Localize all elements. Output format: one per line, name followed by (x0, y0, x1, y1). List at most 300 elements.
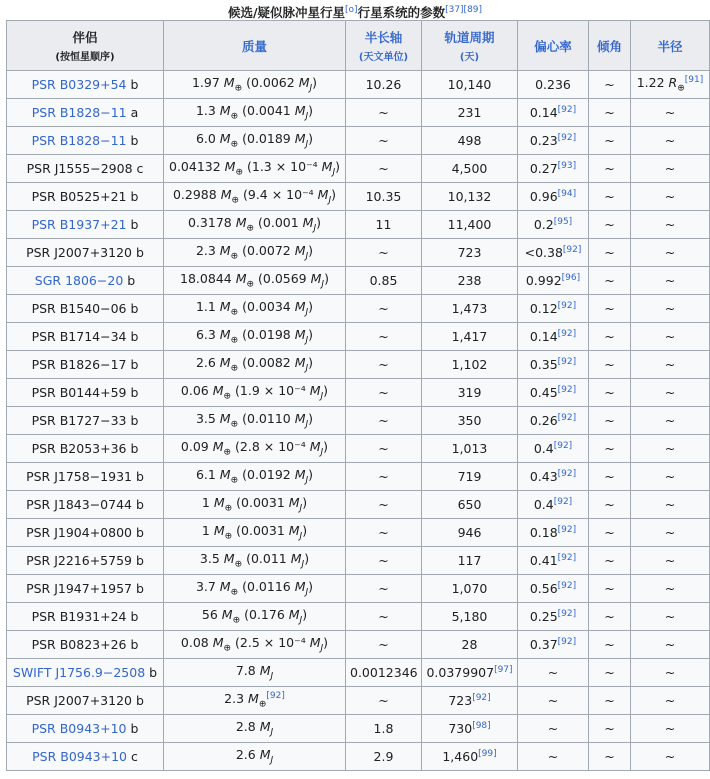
radius-value: ~ (664, 637, 676, 652)
radius-value: ~ (664, 161, 676, 176)
citation-ref[interactable]: [92] (557, 580, 577, 591)
period-value: 0.0379907 (426, 665, 495, 681)
citation-ref[interactable]: [92] (557, 412, 577, 423)
radius-value: ~ (664, 301, 676, 316)
planet-letter: b (126, 385, 139, 400)
pulsar-name: PSR B1826−17 (31, 357, 127, 372)
cell-radius (631, 603, 710, 631)
mass-value: 3.7 $M_\oplus$ (0.0116 $M_J$) (195, 579, 314, 598)
cell-mass (164, 155, 346, 183)
header-companion[interactable]: 伴侣 (按恒星顺序) (7, 21, 164, 71)
cell-mass (164, 211, 346, 239)
cell-companion (7, 631, 164, 659)
pulsar-name: PSR B1714−34 (31, 329, 127, 344)
cell-mass (164, 603, 346, 631)
cell-companion (7, 323, 164, 351)
cell-mass (164, 407, 346, 435)
radius-value: ~ (664, 105, 676, 120)
cell-radius (631, 519, 710, 547)
cell-companion (7, 351, 164, 379)
header-row (7, 21, 710, 71)
citation-ref[interactable]: [92] (557, 104, 577, 115)
header-semimajor[interactable]: 半长轴 (天文单位) (346, 21, 422, 71)
cell-eccentricity (518, 99, 589, 127)
pulsar-name: PSR J2216+5759 (26, 553, 132, 568)
cell-radius (631, 379, 710, 407)
cell-period (422, 603, 518, 631)
cell-inclination: ~ (589, 267, 631, 295)
citation-ref[interactable]: [92] (557, 468, 577, 479)
cell-inclination: ~ (589, 379, 631, 407)
cell-inclination: ~ (589, 631, 631, 659)
ecc-value: 0.37 (529, 637, 558, 653)
mass-value: 2.6 $M_\oplus$ (0.0082 $M_J$) (195, 355, 314, 374)
radius-value: ~ (664, 245, 676, 260)
cell-radius (631, 323, 710, 351)
radius-value: 1.22 $R_\oplus$ (636, 75, 685, 94)
cell-period (422, 379, 518, 407)
cell-mass (164, 631, 346, 659)
cell-companion (7, 407, 164, 435)
ecc-value: ~ (547, 665, 559, 680)
cell-period (422, 575, 518, 603)
ecc-value: 0.18 (529, 525, 558, 541)
period-value: 723 (448, 693, 473, 709)
table-row (7, 435, 710, 463)
pulsar-name: PSR B1727−33 (31, 413, 127, 428)
cell-eccentricity (518, 715, 589, 743)
cell-eccentricity (518, 519, 589, 547)
ecc-value: 0.4 (533, 497, 554, 513)
planet-letter: b (132, 469, 144, 484)
planet-letter: b (126, 189, 139, 204)
cell-inclination: ~ (589, 547, 631, 575)
planet-letter: b (126, 721, 139, 736)
cell-mass (164, 99, 346, 127)
planet-letter: c (127, 749, 138, 764)
cell-companion (7, 519, 164, 547)
cell-mass (164, 351, 346, 379)
period-value: 10,140 (447, 77, 492, 92)
cell-eccentricity (518, 687, 589, 715)
cell-companion (7, 183, 164, 211)
period-value: 650 (457, 497, 482, 512)
pulsar-name: PSR J1758−1931 (26, 469, 132, 484)
citation-ref[interactable]: [93] (557, 160, 577, 171)
cell-eccentricity (518, 547, 589, 575)
cell-inclination: ~ (589, 295, 631, 323)
ecc-value: 0.56 (529, 581, 558, 597)
cell-period (422, 71, 518, 99)
pulsar-link[interactable]: SWIFT J1756.9−2508 (12, 665, 146, 680)
mass-value: 0.2988 $M_\oplus$ (9.4 × 10⁻⁴ $M_J$) (172, 187, 337, 206)
period-value: 231 (457, 105, 482, 120)
period-value: 1,013 (451, 441, 488, 456)
cell-companion (7, 379, 164, 407)
radius-value: ~ (664, 217, 676, 232)
cell-inclination: ~ (589, 211, 631, 239)
cell-semimajor: ~ (346, 295, 422, 323)
cell-semimajor: ~ (346, 491, 422, 519)
citation-ref[interactable]: [95] (553, 216, 573, 227)
pulsar-name: PSR B2053+36 (31, 441, 127, 456)
pulsar-name: PSR B1540−06 (31, 301, 127, 316)
mass-value: 6.0 $M_\oplus$ (0.0189 $M_J$) (195, 131, 314, 150)
cell-companion (7, 99, 164, 127)
cell-semimajor: 11 (346, 211, 422, 239)
cell-inclination: ~ (589, 183, 631, 211)
period-value: 238 (457, 273, 482, 288)
cell-radius (631, 407, 710, 435)
period-value: 730 (448, 721, 473, 737)
cell-mass (164, 715, 346, 743)
radius-value: ~ (664, 553, 676, 568)
table-row (7, 71, 710, 99)
citation-ref[interactable]: [91] (684, 75, 704, 86)
mass-value: 0.04132 $M_\oplus$ (1.3 × 10⁻⁴ $M_J$) (169, 159, 340, 178)
pulsar-link[interactable]: PSR B0943+10 (31, 721, 127, 736)
header-inclination[interactable]: 倾角 (589, 21, 631, 71)
cell-period (422, 463, 518, 491)
cell-semimajor: ~ (346, 603, 422, 631)
citation-ref[interactable]: [92] (557, 608, 577, 619)
citation-ref[interactable]: [97] (494, 664, 513, 675)
cell-mass (164, 295, 346, 323)
cell-inclination: ~ (589, 519, 631, 547)
mass-value: 1.3 $M_\oplus$ (0.0041 $M_J$) (195, 103, 314, 122)
citation-ref[interactable]: [92] (557, 132, 577, 143)
table-row (7, 211, 710, 239)
cell-eccentricity (518, 183, 589, 211)
period-value: 1,070 (451, 581, 488, 596)
table-row (7, 183, 710, 211)
cell-mass (164, 267, 346, 295)
cell-semimajor: ~ (346, 575, 422, 603)
pulsar-name: PSR J1947+1957 (26, 581, 132, 596)
period-value: 1,417 (451, 329, 488, 344)
citation-ref[interactable]: [99] (478, 748, 497, 759)
radius-value: ~ (664, 385, 676, 400)
header-period[interactable]: 轨道周期 (天) (422, 21, 518, 71)
planet-letter: c (132, 161, 144, 176)
cell-mass (164, 743, 346, 771)
table-row (7, 491, 710, 519)
period-value: 498 (457, 133, 482, 148)
cell-semimajor: ~ (346, 239, 422, 267)
mass-value: 3.5 $M_\oplus$ (0.011 $M_J$) (199, 551, 310, 570)
cell-radius (631, 99, 710, 127)
pulsar-name: PSR B0144+59 (31, 385, 127, 400)
cell-semimajor: ~ (346, 463, 422, 491)
citation-ref[interactable]: [92] (557, 552, 577, 563)
cell-inclination: ~ (589, 491, 631, 519)
cell-semimajor: ~ (346, 687, 422, 715)
citation-ref[interactable]: [96] (561, 272, 581, 283)
radius-value: ~ (664, 357, 676, 372)
cell-period (422, 435, 518, 463)
cell-inclination: ~ (589, 659, 631, 687)
radius-value: ~ (664, 413, 676, 428)
cell-mass (164, 435, 346, 463)
planet-letter: b (126, 301, 139, 316)
table-row (7, 575, 710, 603)
cell-eccentricity (518, 127, 589, 155)
mass-value: 0.09 $M_\oplus$ (2.8 × 10⁻⁴ $M_J$) (180, 439, 329, 458)
cell-radius (631, 267, 710, 295)
cell-radius (631, 463, 710, 491)
citation-ref[interactable]: [92] (266, 691, 285, 702)
planet-letter: b (126, 609, 139, 624)
cell-companion (7, 155, 164, 183)
cell-eccentricity (518, 295, 589, 323)
citation-ref[interactable]: [98] (472, 720, 491, 731)
table-row (7, 127, 710, 155)
ecc-value: 0.96 (529, 189, 558, 205)
ecc-value: ~ (547, 749, 559, 764)
pulsar-name: PSR J2007+3120 (26, 693, 132, 708)
cell-radius (631, 743, 710, 771)
table-row (7, 323, 710, 351)
radius-value: ~ (664, 721, 676, 736)
mass-value: 6.3 $M_\oplus$ (0.0198 $M_J$) (195, 327, 314, 346)
radius-value: ~ (664, 693, 676, 708)
cell-radius (631, 659, 710, 687)
header-eccentricity[interactable]: 偏心率 (518, 21, 589, 71)
cell-semimajor: ~ (346, 407, 422, 435)
mass-value: 56 $M_\oplus$ (0.176 $M_J$) (201, 607, 308, 626)
mass-value: 2.6 $M_J$ (235, 747, 274, 766)
mass-value: 18.0844 $M_\oplus$ (0.0569 $M_J$) (180, 271, 329, 290)
pulsar-name: PSR J2007+3120 (26, 245, 132, 260)
pulsar-link[interactable]: PSR B1828−11 (31, 105, 127, 120)
table-row (7, 519, 710, 547)
cell-inclination: ~ (589, 687, 631, 715)
cell-period (422, 323, 518, 351)
table-row (7, 155, 710, 183)
cell-inclination: ~ (589, 127, 631, 155)
ecc-value: 0.27 (529, 161, 558, 177)
mass-value: 3.5 $M_\oplus$ (0.0110 $M_J$) (195, 411, 314, 430)
ecc-value: ~ (547, 693, 559, 708)
radius-value: ~ (664, 441, 676, 456)
cell-period (422, 267, 518, 295)
cell-inclination: ~ (589, 463, 631, 491)
cell-inclination: ~ (589, 407, 631, 435)
planet-letter: b (126, 217, 139, 232)
citation-ref[interactable]: [92] (562, 244, 582, 255)
pulsar-link[interactable]: PSR B1828−11 (31, 133, 127, 148)
table-row (7, 379, 710, 407)
cell-companion (7, 547, 164, 575)
ecc-value: 0.4 (533, 441, 554, 457)
ecc-value: 0.2 (533, 217, 554, 233)
cell-eccentricity (518, 323, 589, 351)
cell-inclination: ~ (589, 351, 631, 379)
cell-semimajor: ~ (346, 127, 422, 155)
radius-value: ~ (664, 469, 676, 484)
header-radius[interactable]: 半径 (631, 21, 710, 71)
table-row (7, 743, 710, 771)
period-value: 5,180 (451, 609, 488, 624)
cell-period (422, 127, 518, 155)
cell-period (422, 295, 518, 323)
cell-inclination: ~ (589, 99, 631, 127)
table-row (7, 295, 710, 323)
cell-inclination: ~ (589, 71, 631, 99)
cell-inclination: ~ (589, 239, 631, 267)
table-row (7, 267, 710, 295)
ecc-value: 0.14 (529, 329, 558, 345)
cell-companion (7, 575, 164, 603)
citation-ref[interactable]: [92] (557, 328, 577, 339)
cell-semimajor: ~ (346, 435, 422, 463)
cell-semimajor: ~ (346, 379, 422, 407)
cell-radius (631, 687, 710, 715)
cell-semimajor: ~ (346, 631, 422, 659)
table-row (7, 715, 710, 743)
table-body (7, 71, 710, 771)
ecc-value: 0.41 (529, 553, 558, 569)
cell-inclination: ~ (589, 743, 631, 771)
cell-period (422, 183, 518, 211)
citation-ref[interactable]: [92] (557, 356, 577, 367)
citation-ref[interactable]: [92] (472, 692, 491, 703)
planet-letter: b (126, 357, 139, 372)
cell-radius (631, 71, 710, 99)
cell-mass (164, 491, 346, 519)
cell-companion (7, 127, 164, 155)
radius-value: ~ (664, 133, 676, 148)
period-value: 1,473 (451, 301, 488, 316)
period-value: 10,132 (447, 189, 492, 204)
cell-companion (7, 211, 164, 239)
ecc-value: <0.38 (524, 245, 563, 261)
cell-radius (631, 547, 710, 575)
pulsar-link[interactable]: PSR B0329+54 (31, 77, 127, 92)
pulsar-planet-table (6, 20, 710, 771)
planet-letter: b (132, 525, 144, 540)
citation-ref[interactable]: [92] (553, 496, 573, 507)
cell-inclination: ~ (589, 603, 631, 631)
citation-ref[interactable]: [92] (557, 300, 577, 311)
cell-inclination: ~ (589, 715, 631, 743)
cell-semimajor: 10.26 (346, 71, 422, 99)
cell-mass (164, 239, 346, 267)
table-row (7, 659, 710, 687)
ecc-value: 0.26 (529, 413, 558, 429)
radius-value: ~ (664, 329, 676, 344)
mass-value: 2.3 $M_\oplus$ (0.0072 $M_J$) (195, 243, 314, 262)
cell-mass (164, 379, 346, 407)
cell-period (422, 547, 518, 575)
caption-note-ref[interactable]: [o] (345, 5, 358, 15)
pulsar-name: PSR B0525+21 (31, 189, 127, 204)
pulsar-link[interactable]: PSR B1937+21 (31, 217, 127, 232)
cell-eccentricity (518, 71, 589, 99)
cell-period (422, 407, 518, 435)
cell-period (422, 743, 518, 771)
pulsar-name: PSR J1904+0800 (26, 525, 132, 540)
cell-radius (631, 211, 710, 239)
cell-companion (7, 71, 164, 99)
cell-mass (164, 71, 346, 99)
citation-ref[interactable]: [92] (557, 636, 577, 647)
table-row (7, 239, 710, 267)
cell-period (422, 519, 518, 547)
period-value: 723 (457, 245, 482, 260)
cell-companion (7, 239, 164, 267)
cell-period (422, 491, 518, 519)
cell-mass (164, 463, 346, 491)
cell-eccentricity (518, 211, 589, 239)
mass-value: 7.8 $M_J$ (235, 663, 274, 682)
period-value: 28 (461, 637, 478, 652)
planet-letter: b (126, 413, 139, 428)
radius-value: ~ (664, 665, 676, 680)
pulsar-link[interactable]: PSR B0943+10 (32, 749, 128, 764)
table-row (7, 603, 710, 631)
ecc-value: 0.236 (535, 77, 571, 92)
table-row (7, 687, 710, 715)
period-value: 1,102 (451, 357, 488, 372)
citation-ref[interactable]: [92] (557, 384, 577, 395)
cell-radius (631, 435, 710, 463)
cell-radius (631, 715, 710, 743)
cell-eccentricity (518, 267, 589, 295)
mass-value: 2.3 $M_\oplus$ (224, 691, 267, 710)
cell-companion (7, 435, 164, 463)
mass-value: 6.1 $M_\oplus$ (0.0192 $M_J$) (195, 467, 314, 486)
cell-inclination: ~ (589, 435, 631, 463)
cell-radius (631, 239, 710, 267)
cell-companion (7, 267, 164, 295)
cell-radius (631, 127, 710, 155)
cell-semimajor: 0.0012346 (346, 659, 422, 687)
cell-eccentricity (518, 743, 589, 771)
cell-eccentricity (518, 631, 589, 659)
cell-mass (164, 575, 346, 603)
cell-mass (164, 323, 346, 351)
pulsar-link[interactable]: SGR 1806−20 (34, 273, 124, 288)
period-value: 117 (457, 553, 482, 568)
cell-period (422, 631, 518, 659)
radius-value: ~ (664, 581, 676, 596)
cell-inclination: ~ (589, 155, 631, 183)
planet-letter: b (126, 133, 139, 148)
citation-ref[interactable]: [92] (557, 524, 577, 535)
table-row (7, 631, 710, 659)
cell-eccentricity (518, 435, 589, 463)
ecc-value: 0.14 (529, 105, 558, 121)
mass-value: 1.97 $M_\oplus$ (0.0062 $M_J$) (191, 75, 318, 94)
planet-letter: b (132, 693, 144, 708)
table-caption (0, 0, 710, 20)
cell-period (422, 351, 518, 379)
caption-refs[interactable]: [37][89] (445, 5, 483, 15)
mass-value: 0.3178 $M_\oplus$ (0.001 $M_J$) (187, 215, 321, 234)
cell-semimajor: ~ (346, 547, 422, 575)
cell-radius (631, 183, 710, 211)
citation-ref[interactable]: [94] (557, 188, 577, 199)
citation-ref[interactable]: [92] (553, 440, 573, 451)
header-mass[interactable]: 质量 (164, 21, 346, 71)
ecc-value: ~ (547, 721, 559, 736)
cell-mass (164, 127, 346, 155)
radius-value: ~ (664, 189, 676, 204)
period-value: 350 (457, 413, 482, 428)
mass-value: 0.08 $M_\oplus$ (2.5 × 10⁻⁴ $M_J$) (180, 635, 329, 654)
cell-radius (631, 295, 710, 323)
